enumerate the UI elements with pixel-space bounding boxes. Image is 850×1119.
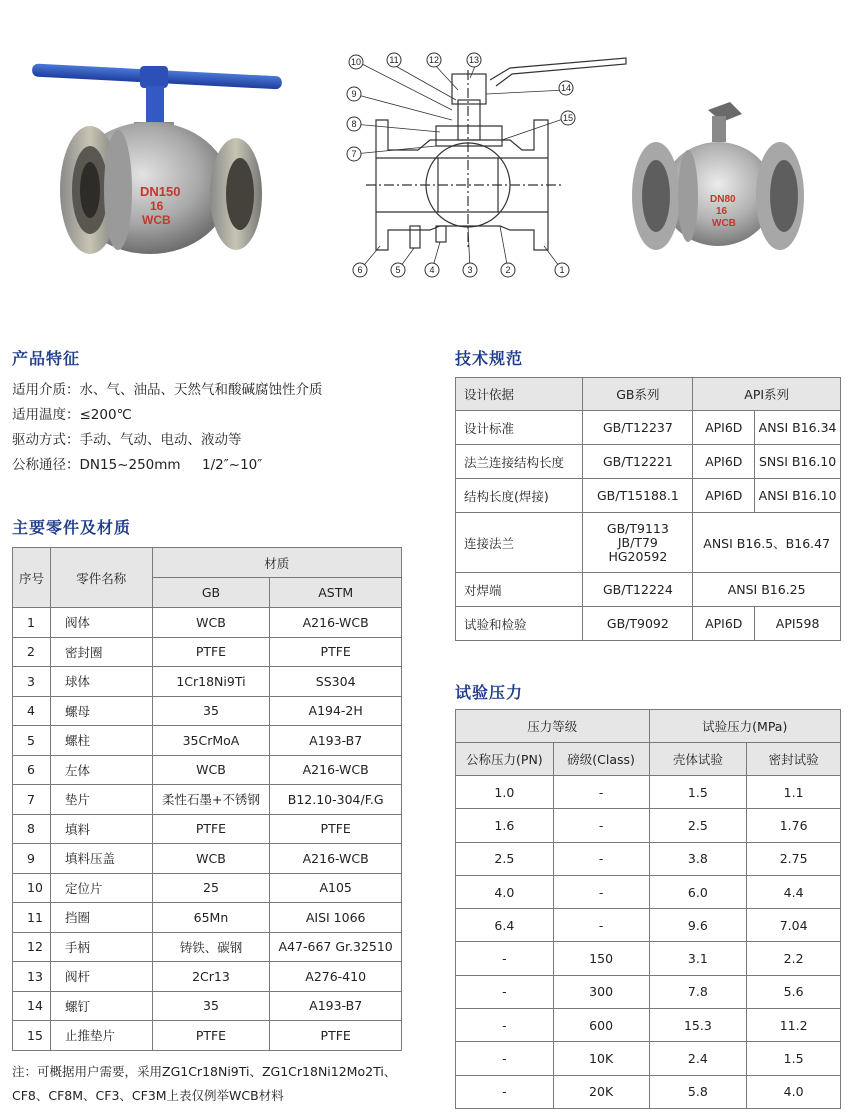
pressure-heading: 试验压力 <box>455 683 524 702</box>
parts-cell-no: 3 <box>13 667 51 697</box>
pressure-cell-class: 300 <box>553 975 649 1008</box>
parts-cell-astm: PTFE <box>270 1021 402 1051</box>
callout-15: 15 <box>562 113 574 123</box>
pressure-cell-seal: 1.1 <box>747 776 841 809</box>
parts-cell-name: 球体 <box>50 667 152 697</box>
table-row <box>13 696 402 726</box>
pressure-head-class: 磅级(Class) <box>553 743 649 776</box>
parts-head-gb: GB <box>152 578 270 608</box>
parts-cell-gb: 1Cr18Ni9Ti <box>152 667 270 697</box>
pressure-cell-shell: 1.5 <box>649 776 747 809</box>
parts-cell-name: 阀杆 <box>50 962 152 992</box>
spec-heading: 技术规范 <box>455 349 524 368</box>
table-row <box>13 785 402 815</box>
parts-cell-astm: A193-B7 <box>270 726 402 756</box>
parts-cell-name: 左体 <box>50 755 152 785</box>
pressure-head-grade: 压力等级 <box>456 710 650 743</box>
parts-cell-no: 8 <box>13 814 51 844</box>
feature-medium: 适用介质：水、气、油品、天然气和酸碱腐蚀性介质 <box>12 382 323 398</box>
pressure-head-seal: 密封试验 <box>747 743 841 776</box>
spec-cell: API598 <box>755 607 841 641</box>
features-heading: 产品特征 <box>12 349 81 368</box>
parts-cell-gb: 柔性石墨+不锈钢 <box>152 785 270 815</box>
parts-table <box>12 547 402 1051</box>
callout-11: 11 <box>389 55 399 65</box>
spec-cell: ANSI B16.5、B16.47 <box>693 513 841 573</box>
pressure-cell-class: - <box>553 909 649 942</box>
pressure-cell-shell: 2.4 <box>649 1042 747 1075</box>
parts-cell-no: 13 <box>13 962 51 992</box>
parts-cell-no: 11 <box>13 903 51 933</box>
callout-4: 4 <box>429 265 435 275</box>
spec-head-gb: GB系列 <box>583 378 693 411</box>
table-row <box>456 1075 841 1108</box>
parts-cell-astm: PTFE <box>270 637 402 667</box>
spec-flange-gb-3: HG20592 <box>608 548 668 564</box>
features-list <box>12 378 432 478</box>
spec-head-basis: 设计依据 <box>456 378 583 411</box>
pressure-cell-pn: - <box>456 975 554 1008</box>
pressure-cell-pn: 4.0 <box>456 875 554 908</box>
parts-cell-gb: 35CrMoA <box>152 726 270 756</box>
parts-cell-name: 止推垫片 <box>50 1021 152 1051</box>
spec-cell: API6D <box>693 479 755 513</box>
parts-cell-astm: A276-410 <box>270 962 402 992</box>
pressure-cell-seal: 1.76 <box>747 809 841 842</box>
parts-cell-no: 14 <box>13 991 51 1021</box>
callout-7: 7 <box>351 149 357 159</box>
table-row <box>13 637 402 667</box>
parts-cell-astm: A194-2H <box>270 696 402 726</box>
table-row <box>13 608 402 638</box>
pressure-cell-seal: 2.2 <box>747 942 841 975</box>
spec-cell: API6D <box>693 411 755 445</box>
parts-cell-name: 密封圈 <box>50 637 152 667</box>
pressure-cell-class: - <box>553 809 649 842</box>
pressure-cell-seal: 4.4 <box>747 875 841 908</box>
table-row <box>13 814 402 844</box>
table-row <box>13 932 402 962</box>
parts-heading: 主要零件及材质 <box>12 518 132 537</box>
ball-valve-photo-left <box>28 58 290 263</box>
callout-1: 1 <box>559 265 565 275</box>
pressure-cell-pn: - <box>456 1042 554 1075</box>
parts-cell-no: 15 <box>13 1021 51 1051</box>
spec-row-label: 结构长度(焊接) <box>456 479 583 513</box>
pressure-cell-class: - <box>553 842 649 875</box>
parts-cell-astm: A216-WCB <box>270 844 402 874</box>
photo-right-mark-2: 16 <box>716 206 728 217</box>
pressure-cell-shell: 3.8 <box>649 842 747 875</box>
table-row <box>13 962 402 992</box>
table-row <box>456 1009 841 1042</box>
spec-cell: ANSI B16.10 <box>755 479 841 513</box>
spec-head-api: API系列 <box>693 378 841 411</box>
ball-valve-photo-right <box>626 96 806 254</box>
pressure-cell-seal: 11.2 <box>747 1009 841 1042</box>
parts-cell-no: 2 <box>13 637 51 667</box>
table-row <box>456 942 841 975</box>
parts-cell-name: 填料压盖 <box>50 844 152 874</box>
parts-cell-name: 螺柱 <box>50 726 152 756</box>
table-row <box>13 873 402 903</box>
spec-cell: GB/T12237 <box>583 411 693 445</box>
parts-cell-no: 1 <box>13 608 51 638</box>
feature-size: 公称通径：DN15~250mm 1/2″~10″ <box>12 457 263 473</box>
table-row <box>13 844 402 874</box>
photo-right-mark-1: DN80 <box>710 194 736 205</box>
parts-cell-gb: 65Mn <box>152 903 270 933</box>
parts-head-no: 序号 <box>13 548 51 608</box>
spec-cell: SNSI B16.10 <box>755 445 841 479</box>
parts-cell-astm: A105 <box>270 873 402 903</box>
pressure-table <box>455 709 841 1109</box>
parts-cell-gb: 25 <box>152 873 270 903</box>
parts-cell-no: 4 <box>13 696 51 726</box>
pressure-cell-pn: - <box>456 1009 554 1042</box>
spec-cell: GB/T15188.1 <box>583 479 693 513</box>
table-row <box>456 875 841 908</box>
parts-cell-gb: WCB <box>152 844 270 874</box>
spec-cell: ANSI B16.34 <box>755 411 841 445</box>
spec-cell: API6D <box>693 445 755 479</box>
table-row <box>13 903 402 933</box>
parts-head-material: 材质 <box>152 548 401 578</box>
table-row <box>13 755 402 785</box>
callout-12: 12 <box>428 55 440 65</box>
spec-row-label: 对焊端 <box>456 573 583 607</box>
table-row <box>13 726 402 756</box>
pressure-cell-pn: 1.0 <box>456 776 554 809</box>
table-row <box>456 842 841 875</box>
parts-cell-astm: A216-WCB <box>270 755 402 785</box>
pressure-cell-shell: 7.8 <box>649 975 747 1008</box>
table-row <box>13 1021 402 1051</box>
callout-13: 13 <box>468 55 480 65</box>
callout-6: 6 <box>357 265 363 275</box>
spec-flange-gb-1: GB/T9113 <box>606 520 669 536</box>
pressure-cell-seal: 2.75 <box>747 842 841 875</box>
table-row <box>456 975 841 1008</box>
pressure-cell-seal: 5.6 <box>747 975 841 1008</box>
spec-row-label: 法兰连接结构长度 <box>456 445 583 479</box>
photo-left-mark-3: WCB <box>142 213 171 227</box>
parts-cell-astm: B12.10-304/F.G <box>270 785 402 815</box>
parts-cell-astm: AISI 1066 <box>270 903 402 933</box>
pressure-cell-class: 600 <box>553 1009 649 1042</box>
table-row <box>13 667 402 697</box>
material-note <box>12 1060 442 1108</box>
parts-cell-no: 7 <box>13 785 51 815</box>
parts-head-astm: ASTM <box>270 578 402 608</box>
spec-table <box>455 377 841 641</box>
parts-cell-gb: PTFE <box>152 814 270 844</box>
spec-row-label: 设计标准 <box>456 411 583 445</box>
parts-rows <box>13 608 402 1051</box>
pressure-cell-class: 20K <box>553 1075 649 1108</box>
parts-cell-name: 阀体 <box>50 608 152 638</box>
spec-cell: GB/T12224 <box>583 573 693 607</box>
pressure-cell-pn: - <box>456 1075 554 1108</box>
photo-left-mark-2: 16 <box>150 199 164 213</box>
parts-cell-gb: PTFE <box>152 637 270 667</box>
pressure-cell-shell: 6.0 <box>649 875 747 908</box>
parts-cell-name: 螺母 <box>50 696 152 726</box>
pressure-head-test: 试验压力(MPa) <box>649 710 841 743</box>
parts-cell-name: 挡圈 <box>50 903 152 933</box>
parts-cell-gb: 35 <box>152 696 270 726</box>
callout-10: 10 <box>350 57 362 67</box>
pressure-cell-pn: 1.6 <box>456 809 554 842</box>
table-row <box>456 776 841 809</box>
parts-cell-name: 螺钉 <box>50 991 152 1021</box>
parts-cell-gb: 35 <box>152 991 270 1021</box>
spec-cell: GB/T12221 <box>583 445 693 479</box>
pressure-head-shell: 壳体试验 <box>649 743 747 776</box>
callout-8: 8 <box>351 119 357 129</box>
feature-actuation: 驱动方式：手动、气动、电动、液动等 <box>12 432 242 448</box>
callout-2: 2 <box>505 265 511 275</box>
spec-flange-gb-2: JB/T79 <box>617 534 658 550</box>
spec-cell: GB/T9092 <box>583 607 693 641</box>
photo-right-mark-3: WCB <box>712 218 736 229</box>
parts-cell-no: 5 <box>13 726 51 756</box>
pressure-head-pn: 公称压力(PN) <box>456 743 554 776</box>
parts-cell-astm: A47-667 Gr.32510 <box>270 932 402 962</box>
parts-cell-astm: A193-B7 <box>270 991 402 1021</box>
feature-temperature: 适用温度：≤200℃ <box>12 407 132 423</box>
spec-cell-flange-gb <box>583 513 693 573</box>
pressure-cell-seal: 7.04 <box>747 909 841 942</box>
parts-cell-no: 10 <box>13 873 51 903</box>
parts-cell-astm: A216-WCB <box>270 608 402 638</box>
pressure-cell-shell: 15.3 <box>649 1009 747 1042</box>
pressure-cell-pn: 6.4 <box>456 909 554 942</box>
table-row <box>456 1042 841 1075</box>
pressure-cell-shell: 9.6 <box>649 909 747 942</box>
photo-left-mark-1: DN150 <box>140 184 181 199</box>
parts-cell-no: 12 <box>13 932 51 962</box>
pressure-cell-shell: 5.8 <box>649 1075 747 1108</box>
pressure-cell-pn: 2.5 <box>456 842 554 875</box>
parts-cell-gb: WCB <box>152 755 270 785</box>
pressure-cell-class: - <box>553 875 649 908</box>
parts-cell-name: 填料 <box>50 814 152 844</box>
pressure-cell-class: - <box>553 776 649 809</box>
callout-3: 3 <box>467 265 473 275</box>
material-note-line-1: 注：可概据用户需要，采用ZG1Cr18Ni9Ti、ZG1Cr18Ni12Mo2Ti、 <box>12 1064 397 1079</box>
callout-14: 14 <box>560 83 572 93</box>
parts-cell-astm: PTFE <box>270 814 402 844</box>
parts-cell-name: 手柄 <box>50 932 152 962</box>
pressure-cell-pn: - <box>456 942 554 975</box>
valve-cross-section-diagram <box>340 50 636 282</box>
parts-cell-gb: WCB <box>152 608 270 638</box>
parts-cell-gb: PTFE <box>152 1021 270 1051</box>
spec-row-label: 试验和检验 <box>456 607 583 641</box>
parts-head-name: 零件名称 <box>50 548 152 608</box>
spec-row-label: 连接法兰 <box>456 513 583 573</box>
parts-cell-name: 垫片 <box>50 785 152 815</box>
parts-cell-no: 6 <box>13 755 51 785</box>
parts-cell-gb: 铸铁、碳钢 <box>152 932 270 962</box>
spec-cell: API6D <box>693 607 755 641</box>
table-row <box>456 809 841 842</box>
callout-9: 9 <box>351 89 357 99</box>
pressure-cell-shell: 3.1 <box>649 942 747 975</box>
parts-cell-astm: SS304 <box>270 667 402 697</box>
pressure-cell-class: 150 <box>553 942 649 975</box>
material-note-line-2: CF8、CF8M、CF3、CF3M上表仅例举WCB材料 <box>12 1088 284 1103</box>
spec-cell: ANSI B16.25 <box>693 573 841 607</box>
parts-cell-gb: 2Cr13 <box>152 962 270 992</box>
pressure-cell-seal: 1.5 <box>747 1042 841 1075</box>
pressure-rows <box>456 776 841 1109</box>
pressure-cell-class: 10K <box>553 1042 649 1075</box>
parts-cell-no: 9 <box>13 844 51 874</box>
table-row <box>456 909 841 942</box>
callout-5: 5 <box>395 265 401 275</box>
parts-cell-name: 定位片 <box>50 873 152 903</box>
pressure-cell-shell: 2.5 <box>649 809 747 842</box>
pressure-cell-seal: 4.0 <box>747 1075 841 1108</box>
table-row <box>13 991 402 1021</box>
